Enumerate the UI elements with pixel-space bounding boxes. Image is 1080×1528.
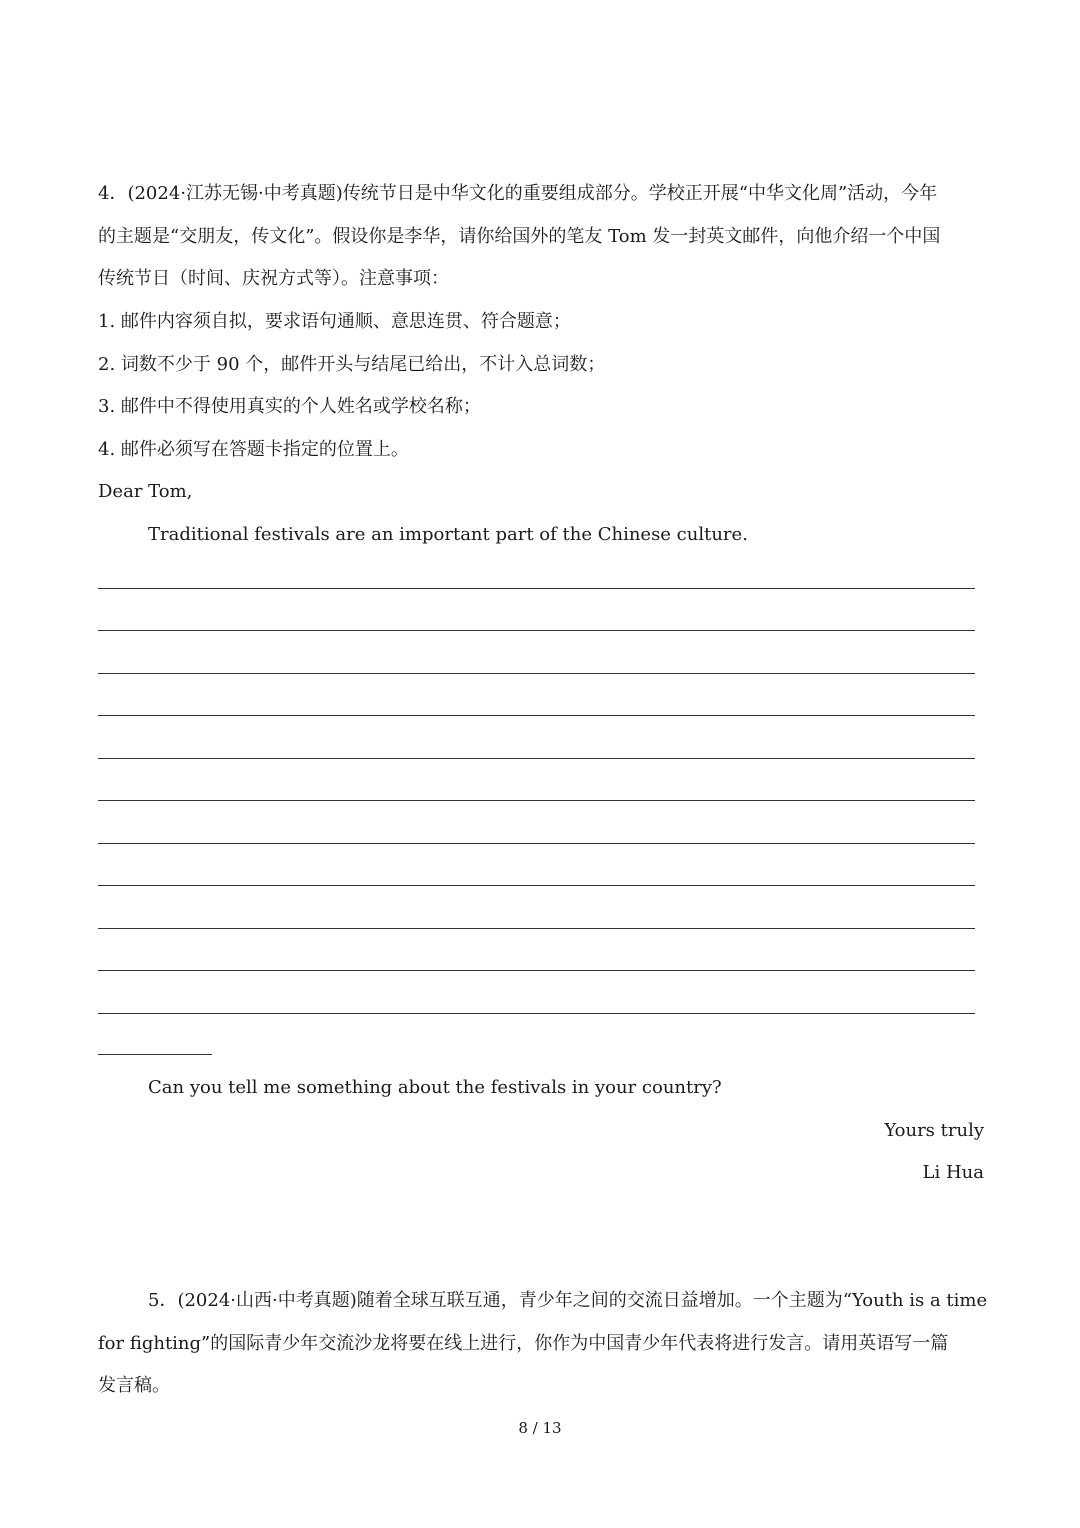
letter-signature: Li Hua [922,1162,984,1183]
answer-line[interactable] [98,758,975,759]
q4-line-1 [98,181,937,207]
q5-line-1 [148,1288,987,1314]
q4-note-4: 4. 邮件必须写在答题卡指定的位置上。 [98,439,409,460]
answer-line[interactable] [98,843,975,844]
q4-note-3: 3. 邮件中不得使用真实的个人姓名或学校名称； [98,396,481,417]
q4-note-1: 1. 邮件内容须自拟，要求语句通顺、意思连贯、符合题意； [98,311,571,332]
answer-line[interactable] [98,588,975,589]
answer-line[interactable] [98,928,975,929]
q5-source: (2024·山西·中考真题) [177,1290,357,1311]
letter-sign-off: Yours truly [884,1120,984,1141]
q5-prompt-start: 随着全球互联互通，青少年之间的交流日益增加。一个主题为“Youth is a time [356,1290,988,1311]
q4-prompt-start: 传统节日是中华文化的重要组成部分。学校正开展“中华文化周”活动，今年 [342,183,938,204]
q5-line-2: for fighting”的国际青少年交流沙龙将要在线上进行，你作为中国青少年代表将进行发言。请用英语写一篇 [98,1333,949,1354]
q4-note-2: 2. 词数不少于 90 个，邮件开头与结尾已给出，不计入总词数； [98,354,606,375]
answer-line[interactable] [98,1013,975,1014]
answer-line[interactable] [98,800,975,801]
q4-number: 4． [98,183,128,204]
answer-line[interactable] [98,715,975,716]
letter-closing-sentence: Can you tell me something about the festivals in your country? [148,1077,722,1098]
answer-line[interactable] [98,885,975,886]
answer-line[interactable] [98,673,975,674]
answer-line[interactable] [98,970,975,971]
letter-salutation: Dear Tom, [98,481,193,502]
q5-line-3: 发言稿。 [98,1375,170,1396]
answer-line[interactable] [98,630,975,631]
q4-line-2: 的主题是“交朋友，传文化”。假设你是李华，请你给国外的笔友 Tom 发一封英文邮件，向他介绍一个中国 [98,226,941,247]
q4-line-3: 传统节日（时间、庆祝方式等）。注意事项： [98,268,449,289]
page-number: 8 / 13 [518,1419,562,1437]
letter-opening-sentence: Traditional festivals are an important part of the Chinese culture. [148,524,748,545]
q4-source: (2024·江苏无锡·中考真题) [127,183,343,204]
q5-number: 5． [148,1290,178,1311]
answer-line-short[interactable] [98,1054,212,1055]
